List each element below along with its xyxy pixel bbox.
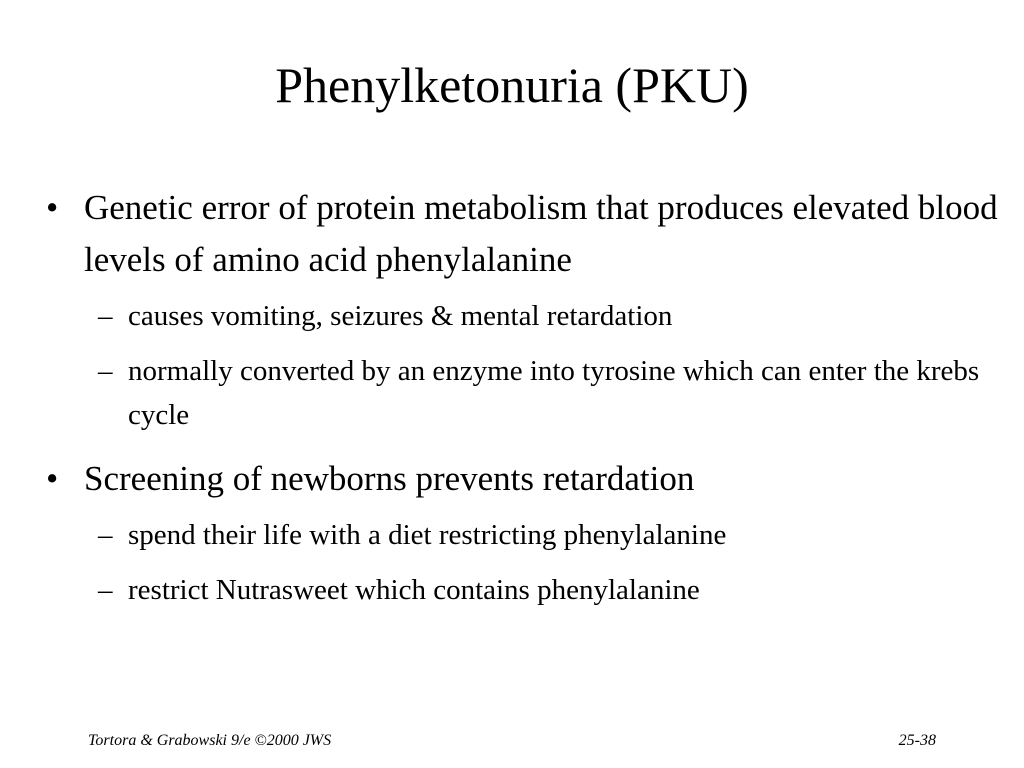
bullet-1-marker: • [46,188,59,227]
bullet-2-subpoint-2 [46,568,1006,612]
bullet-2-subpoint-1-marker: – [98,519,113,551]
slide-number: 25-38 [898,732,936,749]
bullet-2-subpoint-1-text: spend their life with a diet restricting phenylalanine [128,519,727,551]
bullet-2-subpoint-2-marker: – [98,574,113,606]
bullet-2-subpoint-1 [46,513,1006,557]
slide-title: Phenylketonuria (PKU) [275,57,749,113]
bullet-1-subpoint-1 [46,294,1006,338]
bullet-1-subpoint-1-marker: – [98,300,113,332]
bullet-1-subpoint-1-text: causes vomiting, seizures & mental retardation [128,300,673,332]
bullet-2 [46,453,1006,505]
bullet-1-subpoint-2-text: normally converted by an enzyme into tyrosine which can enter the krebs cycle [128,355,980,431]
bullet-2-subpoint-2-text: restrict Nutrasweet which contains phenylalanine [128,574,700,606]
bullet-1-subpoint-2 [46,349,1006,437]
footer-credit: Tortora & Grabowski 9/e ©2000 JWS [88,732,332,749]
bullet-2-text: Screening of newborns prevents retardation [84,459,695,498]
bullet-2-marker: • [46,459,59,498]
bullet-1 [46,182,1006,286]
slide-body [46,182,1006,612]
bullet-1-text: Genetic error of protein metabolism that produces elevated blood levels of amino acid phenylalanine [84,188,998,279]
bullet-1-subpoint-2-marker: – [98,355,113,387]
